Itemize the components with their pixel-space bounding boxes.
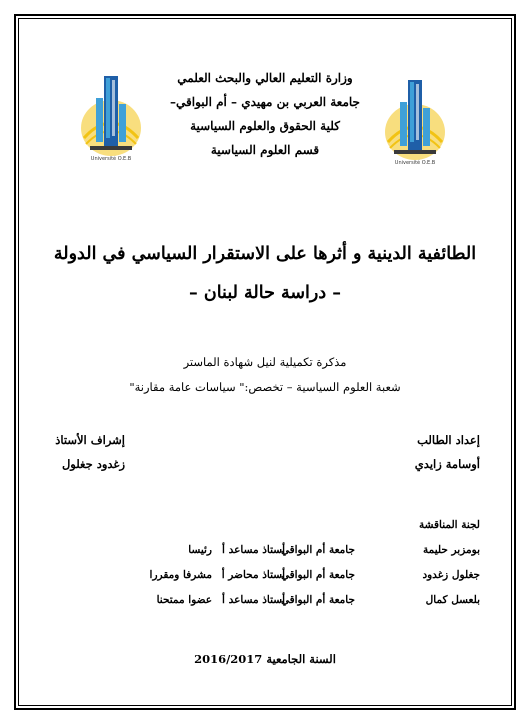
committee-member-rank: أستاذ محاضر أ [221, 569, 285, 581]
committee-member-university: جامعة أم البواقي [280, 594, 355, 606]
supervisor-name: زغدود جغلول [61, 457, 125, 471]
committee-member-role: مشرفا ومقررا [149, 569, 212, 581]
memo-line2: شعبة العلوم السياسية – تخصص:" سياسات عامة مقارنة" [129, 380, 401, 394]
thesis-title-line1: الطائفية الدينية و أثرها على الاستقرار السياسي في الدولة [53, 244, 477, 264]
academic-year: السنة الجامعية 2016/2017 [194, 652, 336, 666]
memo-line1: مذكرة تكميلية لنيل شهادة الماستر [183, 355, 347, 369]
svg-text:Université O.E.B: Université O.E.B [394, 160, 436, 166]
committee-member-rank: أستاذ مساعد أ [222, 594, 285, 606]
student-name: أوسامة زايدي [414, 457, 480, 471]
university-name: جامعة العربي بن مهيدي – أم البواقي– [170, 95, 360, 109]
committee-member-name: بلعسل كمال [425, 594, 480, 606]
supervisor-label: إشراف الأستاذ [55, 433, 125, 447]
svg-text:Université O.E.B: Université O.E.B [90, 156, 132, 162]
ministry-name: وزارة التعليم العالي والبحث العلمي [177, 71, 353, 85]
committee-member-role: عضوا ممتحنا [156, 594, 212, 606]
committee-member-university: جامعة أم البواقي [280, 544, 355, 556]
committee-member-name: جغلول زغدود [422, 569, 480, 581]
committee-member-university: جامعة أم البواقي [280, 569, 355, 581]
committee-label: لجنة المناقشة [418, 519, 480, 531]
committee-member-role: رئيسا [188, 544, 212, 556]
committee-member-rank: أستاذ مساعد أ [222, 544, 285, 556]
department-name: قسم العلوم السياسية [210, 143, 320, 157]
committee-member-name: بومزبر حليمة [423, 544, 480, 556]
prepared-by-label: إعداد الطالب [417, 433, 480, 447]
thesis-title-line2: – دراسة حالة لبنان – [189, 283, 341, 303]
faculty-name: كلية الحقوق والعلوم السياسية [190, 119, 340, 133]
